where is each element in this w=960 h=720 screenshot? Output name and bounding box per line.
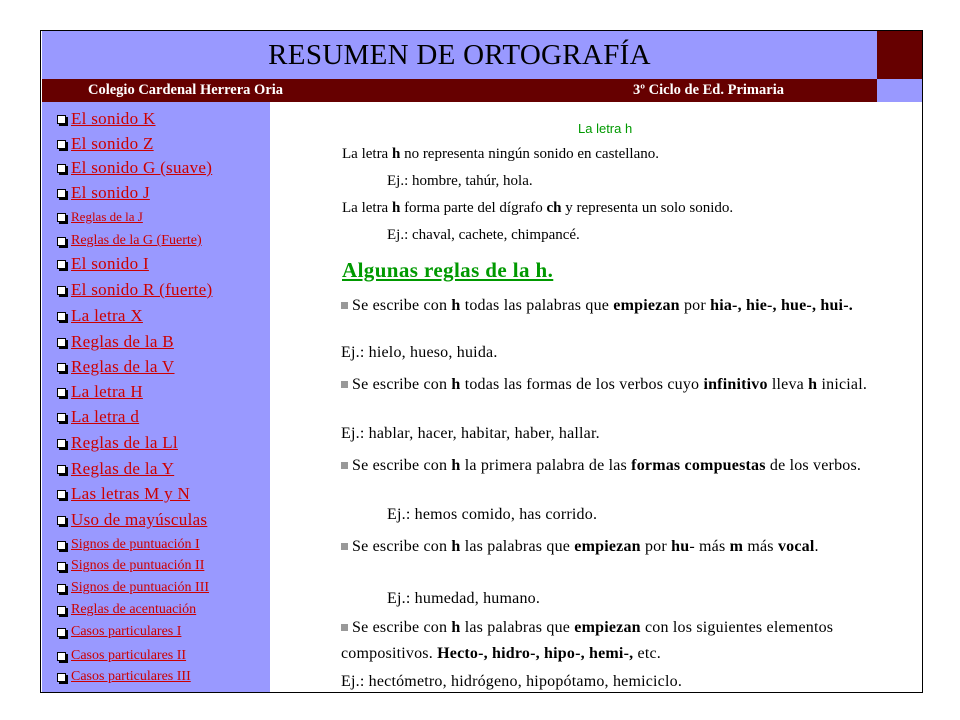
intro-text: La letra [342, 200, 392, 216]
sidebar-item[interactable] [57, 433, 178, 453]
rule-text: Se escribe con [352, 376, 452, 393]
intro-text: no representa ningún sonido en castellano. [400, 146, 659, 162]
rule-bold-text: vocal [777, 538, 815, 555]
rule-item [341, 372, 881, 398]
intro-line-2 [342, 200, 733, 217]
intro-bold: h [391, 146, 401, 162]
rule-text: de los verbos. [765, 457, 862, 474]
sidebar-link[interactable]: Casos particulares II [71, 648, 187, 663]
rule-example: Ej.: humedad, humano. [387, 590, 541, 607]
checkbox-bullet-icon [57, 465, 66, 474]
sidebar-link[interactable]: Reglas de la J [71, 209, 143, 224]
rule-bold-text: h [451, 619, 461, 636]
rule-text: Se escribe con [352, 297, 452, 314]
sidebar-item[interactable] [57, 158, 212, 178]
sidebar-item[interactable] [57, 537, 200, 553]
rule-bold-text: formas compuestas [631, 457, 766, 474]
rule-item [341, 293, 881, 319]
sidebar-link[interactable]: El sonido G (suave) [71, 158, 213, 177]
rule-text: más [743, 538, 778, 555]
square-bullet-icon [341, 381, 348, 388]
rule-text: inicial. [817, 376, 868, 393]
title-banner [42, 31, 877, 79]
sidebar-item[interactable] [57, 332, 174, 352]
sidebar-link[interactable]: Reglas de la B [71, 332, 174, 351]
rule-bold-text: hu [671, 538, 690, 555]
sidebar-link[interactable]: Uso de mayúsculas [71, 510, 208, 529]
rule-bold-text: h [451, 457, 461, 474]
sidebar-item[interactable] [57, 233, 202, 249]
rule-example: Ej.: hemos comido, has corrido. [387, 506, 598, 523]
sidebar-link[interactable]: La letra X [71, 306, 143, 325]
sidebar-item[interactable] [57, 183, 150, 203]
checkbox-bullet-icon [57, 338, 66, 347]
rule-item [341, 534, 881, 560]
sidebar-item[interactable] [57, 109, 156, 129]
rule-text: Se escribe con [352, 619, 452, 636]
rule-bold-text: m [729, 538, 744, 555]
rule-bold-text: hia-, hie-, hue-, hui-. [710, 297, 853, 314]
sidebar-item[interactable] [57, 602, 196, 618]
checkbox-bullet-icon [57, 652, 66, 661]
rule-text: por [679, 297, 711, 314]
sidebar-item[interactable] [57, 484, 190, 504]
sidebar-link[interactable]: La letra d [71, 407, 140, 426]
checkbox-bullet-icon [57, 164, 66, 173]
checkbox-bullet-icon [57, 584, 66, 593]
sidebar-item[interactable] [57, 306, 143, 326]
sidebar-link[interactable]: Reglas de la V [71, 357, 175, 376]
square-bullet-icon [341, 462, 348, 469]
intro-example-2: Ej.: chaval, cachete, chimpancé. [387, 227, 580, 243]
checkbox-bullet-icon [57, 628, 66, 637]
sidebar-item[interactable] [57, 407, 139, 427]
sidebar-item[interactable] [57, 134, 154, 154]
sidebar-item[interactable] [57, 459, 174, 479]
rule-item [341, 453, 881, 479]
checkbox-bullet-icon [57, 189, 66, 198]
rule-text: con los siguientes elementos compositivos. [341, 619, 834, 662]
sidebar-link[interactable]: El sonido K [71, 109, 156, 128]
rule-bold-text: Hecto-, hidro-, hipo-, hemi-, [437, 645, 634, 662]
rule-bold-text: infinitivo [703, 376, 768, 393]
section-title: La letra h [578, 121, 633, 136]
rule-text: etc. [633, 645, 661, 662]
page-title: RESUMEN DE ORTOGRAFÍA [268, 38, 651, 71]
rule-bold-text: h [808, 376, 818, 393]
checkbox-bullet-icon [57, 413, 66, 422]
sidebar-link[interactable]: Las letras M y N [71, 484, 191, 503]
rule-text: - más [689, 538, 730, 555]
rules-heading: Algunas reglas de la h. [342, 258, 554, 282]
checkbox-bullet-icon [57, 363, 66, 372]
sidebar-item[interactable] [57, 510, 207, 530]
rule-bold-text: h [451, 538, 461, 555]
intro-bold: h [391, 200, 401, 216]
checkbox-bullet-icon [57, 286, 66, 295]
rule-text: las palabras que [460, 619, 575, 636]
rule-text: lleva [767, 376, 809, 393]
sidebar-link[interactable]: Signos de puntuación III [71, 580, 210, 595]
checkbox-bullet-icon [57, 312, 66, 321]
checkbox-bullet-icon [57, 237, 66, 246]
sidebar-item[interactable] [57, 357, 175, 377]
sidebar-link[interactable]: Reglas de la G (Fuerte) [71, 233, 202, 248]
rule-example: Ej.: hielo, hueso, huida. [341, 344, 498, 361]
sidebar-link[interactable]: Reglas de acentuación [71, 602, 197, 617]
checkbox-bullet-icon [57, 439, 66, 448]
checkbox-bullet-icon [57, 516, 66, 525]
rule-bold-text: h [451, 297, 461, 314]
rule-text: todas las formas de los verbos cuyo [460, 376, 704, 393]
sidebar-link[interactable]: Reglas de la Y [71, 459, 175, 478]
sidebar-item[interactable] [57, 558, 204, 574]
rule-text: . [814, 538, 819, 555]
square-bullet-icon [341, 302, 348, 309]
sidebar-item[interactable] [57, 254, 149, 274]
rule-text: Se escribe con [352, 538, 452, 555]
rule-text: las palabras que [460, 538, 575, 555]
sidebar-link[interactable]: Signos de puntuación I [71, 537, 200, 552]
corner-decoration-box [877, 79, 922, 102]
checkbox-bullet-icon [57, 213, 66, 222]
rule-text: Se escribe con [352, 457, 452, 474]
corner-decoration [877, 31, 922, 79]
sidebar-link[interactable]: Reglas de la Ll [71, 433, 178, 452]
intro-example-1: Ej.: hombre, tahúr, hola. [387, 173, 533, 189]
sidebar-link[interactable]: El sonido R (fuerte) [71, 280, 213, 299]
rule-text: por [640, 538, 672, 555]
checkbox-bullet-icon [57, 260, 66, 269]
rule-bold-text: h [451, 376, 461, 393]
sidebar-link[interactable]: El sonido Z [71, 134, 154, 153]
subtitle-bar [42, 79, 877, 102]
sidebar-item[interactable] [57, 624, 181, 640]
checkbox-bullet-icon [57, 562, 66, 571]
sidebar-link[interactable]: El sonido I [71, 254, 149, 273]
sidebar-item[interactable] [57, 648, 186, 664]
intro-text: La letra [342, 146, 392, 162]
checkbox-bullet-icon [57, 606, 66, 615]
sidebar-link[interactable]: Casos particulares I [71, 624, 182, 639]
rule-example: Ej.: hectómetro, hidrógeno, hipopótamo, hemiciclo. [341, 673, 683, 690]
intro-bold: ch [546, 200, 562, 216]
checkbox-bullet-icon [57, 541, 66, 550]
rule-item [341, 615, 881, 667]
course-level: 3º Ciclo de Ed. Primaria [633, 82, 784, 98]
intro-line-1 [342, 146, 659, 163]
checkbox-bullet-icon [57, 490, 66, 499]
rule-example: Ej.: hablar, hacer, habitar, haber, hallar. [341, 425, 600, 442]
sidebar-link[interactable]: La letra H [71, 382, 143, 401]
rule-bold-text: empiezan [574, 538, 641, 555]
sidebar-link[interactable]: El sonido J [71, 183, 150, 202]
sidebar-item[interactable] [57, 669, 191, 685]
intro-text: forma parte del dígrafo [400, 200, 547, 216]
sidebar-item[interactable] [57, 580, 209, 596]
rule-bold-text: empiezan [574, 619, 641, 636]
rule-text: la primera palabra de las [460, 457, 632, 474]
sidebar-item[interactable] [57, 209, 143, 225]
sidebar-link[interactable]: Signos de puntuación II [71, 558, 205, 573]
checkbox-bullet-icon [57, 673, 66, 682]
sidebar-link[interactable]: Casos particulares III [71, 669, 191, 684]
checkbox-bullet-icon [57, 115, 66, 124]
sidebar-item[interactable] [57, 280, 213, 300]
square-bullet-icon [341, 543, 348, 550]
square-bullet-icon [341, 624, 348, 631]
checkbox-bullet-icon [57, 388, 66, 397]
school-name: Colegio Cardenal Herrera Oria [88, 82, 284, 98]
rule-text: todas las palabras que [460, 297, 614, 314]
rule-bold-text: empiezan [613, 297, 680, 314]
sidebar-item[interactable] [57, 382, 143, 402]
intro-text: y representa un solo sonido. [561, 200, 734, 216]
checkbox-bullet-icon [57, 140, 66, 149]
